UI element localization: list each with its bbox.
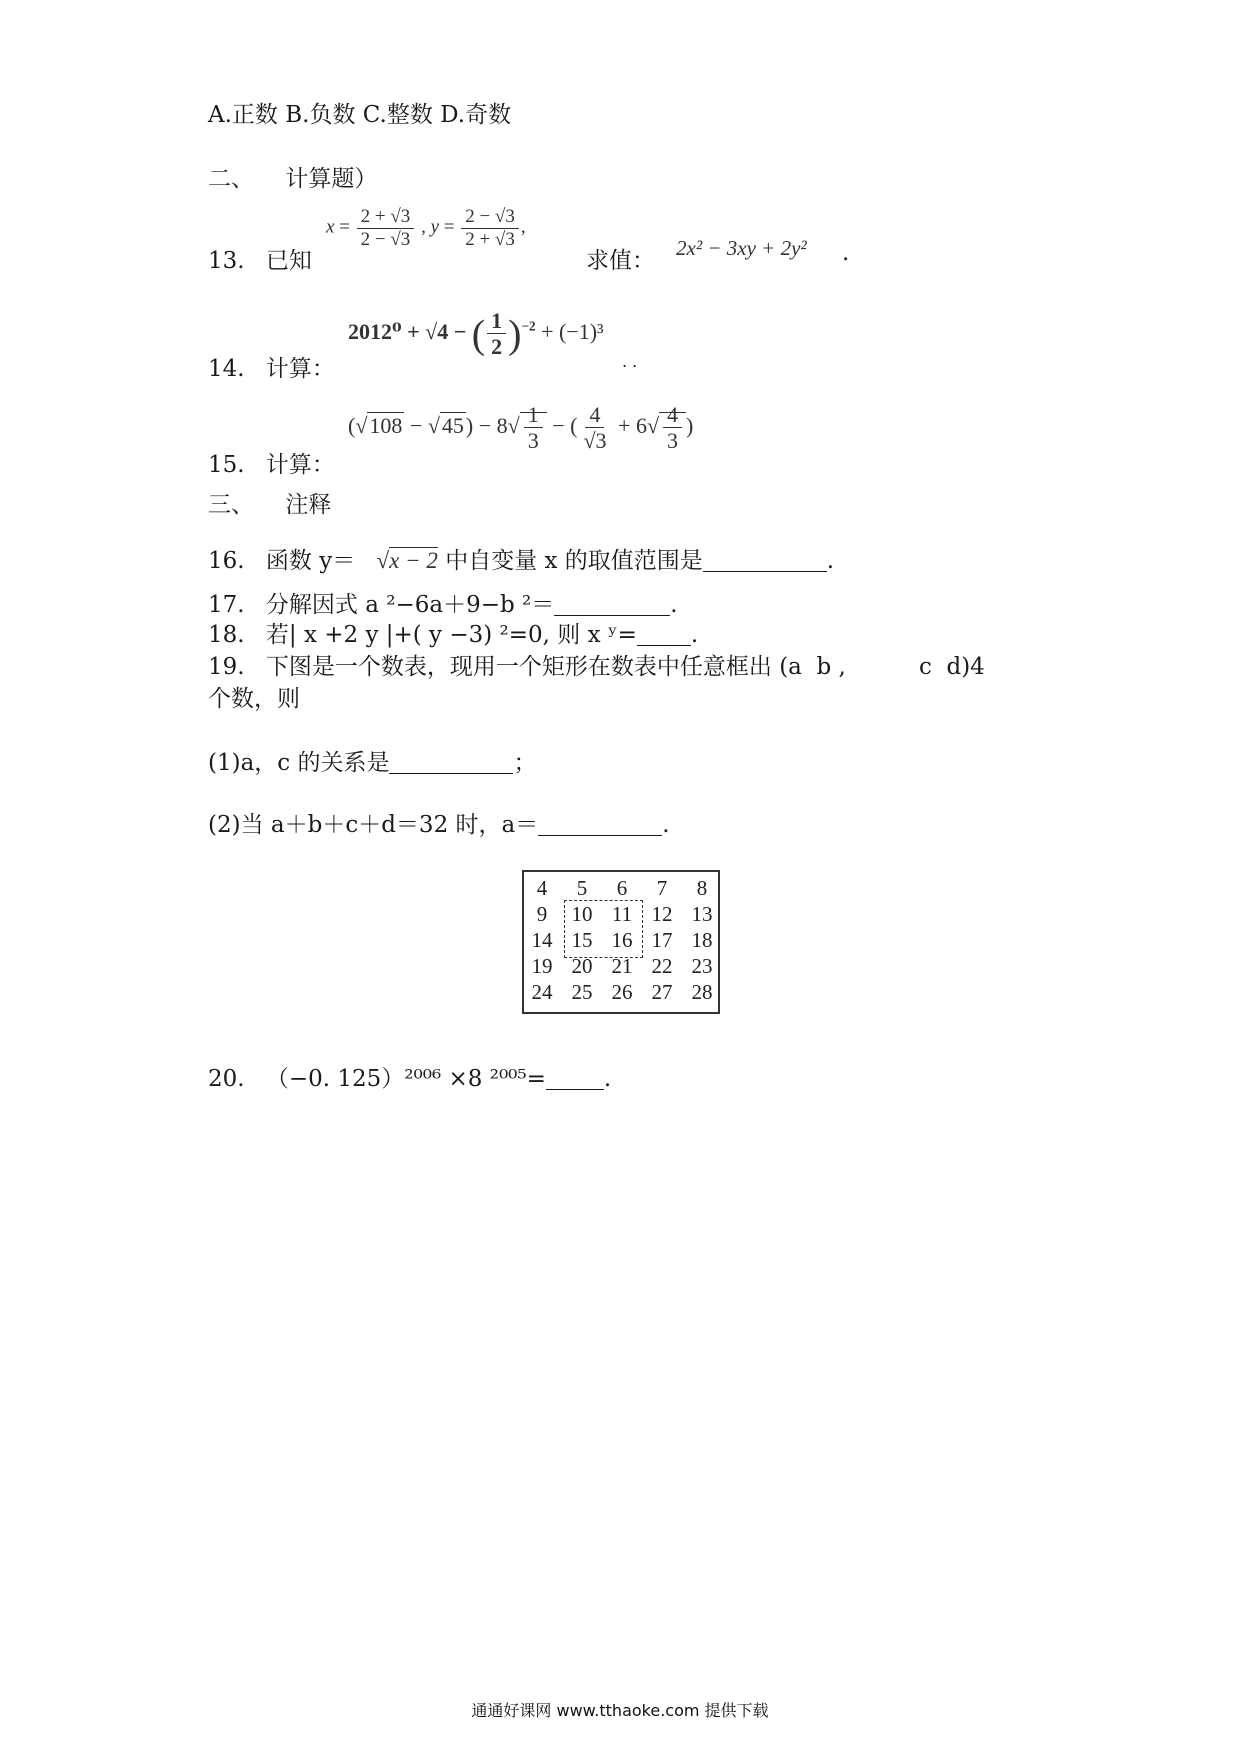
question-14-label: 计算：	[265, 356, 335, 382]
question-13-given: x = $\frac{2 + √3}{2 - √3}$ , y = $\frac{2 - √3}{2 + √3}$ ,	[326, 206, 526, 250]
question-13-expression: 2x² − 3xy + 2y²	[676, 236, 807, 260]
question-19-part-2: (2)当 a＋b＋c＋d＝32 时，a＝ .	[208, 812, 670, 838]
question-13-ask: 求值：	[586, 248, 655, 274]
section-2-title: 计算题）	[285, 166, 378, 192]
question-17-number: 17.	[208, 592, 245, 618]
half-fraction: $\frac{1}{2}$	[487, 308, 506, 360]
table-cell: 28	[691, 980, 713, 1004]
question-15-label: 计算：	[265, 452, 335, 478]
question-18-number: 18.	[208, 622, 245, 648]
question-13	[208, 242, 312, 275]
question-19-line2: 个数，则	[208, 686, 300, 712]
question-20: 20. （−0. 125）²⁰⁰⁶ ×8 ²⁰⁰⁵= .	[208, 1066, 612, 1092]
question-19: 19. 下图是一个数表，现用一个矩形在数表中任意框出 (a b , c d)4	[208, 654, 985, 680]
table-cell: 21	[611, 954, 633, 978]
table-cell: 19	[531, 954, 553, 978]
table-cell: 8	[696, 876, 708, 900]
question-19-part-1: (1)a，c 的关系是 ；	[208, 750, 537, 776]
table-cell: 6	[616, 876, 628, 900]
answer-blank-18[interactable]	[637, 622, 691, 646]
question-19-number: 19.	[208, 654, 245, 680]
answer-blank-20[interactable]	[546, 1066, 604, 1090]
table-cell: 16	[611, 928, 633, 952]
answer-blank-17[interactable]	[554, 592, 670, 616]
number-table	[522, 870, 720, 1014]
section-2-number: 二、	[208, 166, 254, 192]
section-3-title: 注释	[285, 492, 332, 518]
table-cell: 4	[536, 876, 548, 900]
table-cell: 12	[651, 902, 673, 926]
table-cell: 25	[571, 980, 593, 1004]
section-2-heading	[208, 160, 377, 193]
x-fraction: $\frac{2 + √3}{2 - √3}$	[357, 206, 415, 251]
question-13-label: 已知	[265, 248, 312, 274]
question-15-expression: (√108 − √45) − 8√ $\frac{1}{3}$ − ( $\frac{4}{√3}$ + 6√ $\frac{4}{3}$ )	[348, 402, 694, 454]
table-cell: 11	[611, 902, 633, 926]
question-18: 18. 若| x +2 y |+( y −3) ²=0, 则 x ʸ= .	[208, 622, 699, 648]
answer-blank-19-2[interactable]	[538, 812, 662, 836]
table-cell: 18	[691, 928, 713, 952]
table-cell: 27	[651, 980, 673, 1004]
answer-blank-16[interactable]	[703, 548, 827, 572]
table-cell: 15	[571, 928, 593, 952]
table-cell: 23	[691, 954, 713, 978]
question-15	[208, 446, 335, 479]
footer-text: 通通好课网 www.tthaoke.com 提供下载	[471, 1701, 769, 1720]
options-line: A.正数 B.负数 C.整数 D.奇数	[208, 102, 512, 128]
table-cell: 26	[611, 980, 633, 1004]
question-14	[208, 350, 335, 383]
table-cell: 13	[691, 902, 713, 926]
question-14-expression: 2012⁰ + √4 − ( $\frac{1}{2}$ )$^{-2}$ + (−1)³	[348, 308, 604, 360]
table-cell: 5	[576, 876, 588, 900]
question-16-number: 16.	[208, 548, 245, 574]
table-cell: 17	[651, 928, 673, 952]
table-cell: 10	[571, 902, 593, 926]
question-14-number: 14.	[208, 356, 245, 382]
table-cell: 9	[536, 902, 548, 926]
table-cell: 22	[651, 954, 673, 978]
question-17: 17. 分解因式 a ²−6a＋9−b ²＝ .	[208, 592, 678, 618]
question-13-number: 13.	[208, 248, 245, 274]
question-20-number: 20.	[208, 1066, 245, 1092]
table-cell: 7	[656, 876, 668, 900]
section-3-heading	[208, 486, 331, 519]
table-cell: 24	[531, 980, 553, 1004]
question-16: 16. 函数 y＝ √x − 2 中自变量 x 的取值范围是 .	[208, 548, 835, 574]
answer-blank-19-1[interactable]	[389, 750, 513, 774]
question-15-number: 15.	[208, 452, 245, 478]
table-cell: 14	[531, 928, 553, 952]
y-fraction: $\frac{2 - √3}{2 + √3}$	[461, 206, 519, 251]
table-cell: 20	[571, 954, 593, 978]
section-3-number: 三、	[208, 492, 254, 518]
